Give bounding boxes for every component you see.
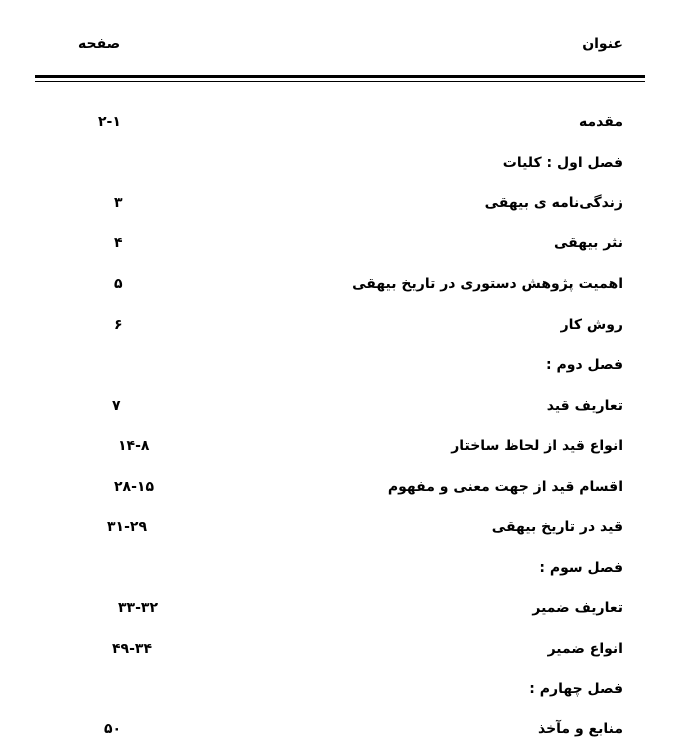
toc-entry-title: تعاریف ضمیر: [532, 600, 623, 616]
toc-entry-title: فصل سوم :: [539, 560, 623, 576]
toc-entry-page: ۴۹-۳۴: [112, 641, 152, 657]
toc-entry-title: انواع ضمیر: [547, 641, 623, 657]
toc-entry-page: ۳۳-۳۲: [118, 600, 158, 616]
toc-row: [0, 721, 683, 745]
toc-entry-title: زندگی‌نامه ی بیهقی: [484, 195, 623, 211]
toc-entry-title: تعاریف قید: [546, 398, 623, 414]
toc-row: [0, 276, 683, 300]
toc-entry-title: فصل اول : کلیات: [502, 155, 623, 171]
toc-row: [0, 398, 683, 422]
toc-entry-page: ۳: [114, 195, 123, 211]
toc-entry-page: ۵: [114, 276, 123, 292]
toc-row: [0, 195, 683, 219]
toc-entry-page: ۵۰: [104, 721, 122, 737]
toc-entry-title: اقسام قید از جهت معنی و مفهوم: [387, 479, 623, 495]
toc-entry-page: ۴: [114, 235, 123, 251]
toc-entry-title: انواع قید از لحاظ ساختار: [451, 438, 623, 454]
toc-entry-page: ۷: [112, 398, 121, 414]
column-header-title: عنوان: [582, 36, 623, 52]
toc-entry-page: ۲-۱: [98, 114, 121, 130]
toc-entry-title: اهمیت پژوهش دستوری در تاریخ بیهقی: [352, 276, 623, 292]
toc-entry-page: ۱۴-۸: [118, 438, 150, 454]
toc-row: [0, 479, 683, 503]
toc-row: [0, 600, 683, 624]
toc-entry-page: ۲۸-۱۵: [114, 479, 154, 495]
toc-entry-title: نثر بیهقی: [553, 235, 623, 251]
toc-entry-page: ۶: [114, 317, 123, 333]
toc-row: [0, 114, 683, 138]
toc-entry-title: روش کار: [560, 317, 623, 333]
toc-row: [0, 357, 683, 381]
toc-entry-title: مقدمه: [579, 114, 623, 130]
toc-row: [0, 155, 683, 179]
toc-row: [0, 681, 683, 705]
toc-row: [0, 641, 683, 665]
toc-entry-title: فصل چهارم :: [529, 681, 623, 697]
toc-entry-title: قید در تاریخ بیهقی: [491, 519, 623, 535]
toc-row: [0, 317, 683, 341]
toc-entry-title: فصل دوم :: [546, 357, 623, 373]
toc-row: [0, 519, 683, 543]
toc-entry-title: منابع و مآخذ: [537, 721, 623, 737]
toc-row: [0, 235, 683, 259]
toc-entry-page: ۳۱-۲۹: [107, 519, 147, 535]
toc-row: [0, 560, 683, 584]
toc-row: [0, 438, 683, 462]
column-header-page: صفحه: [78, 36, 121, 52]
